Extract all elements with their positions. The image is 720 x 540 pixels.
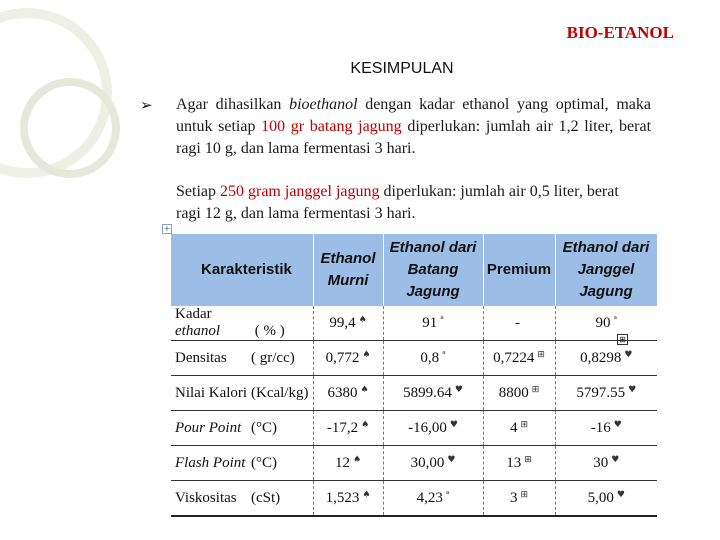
- table-row: [171, 376, 657, 411]
- reference-marker-icon: ♥: [449, 419, 458, 430]
- slide-header-title: BIO-ETANOL: [566, 23, 674, 42]
- reference-marker-icon: ♠: [361, 419, 370, 430]
- janggel-paragraph: Setiap 250 gram janggel jagung diperlukan: jumlah air 0,5 liter, berat ragi 12 g, dan lama fermentasi 3 hari.: [176, 183, 619, 222]
- reference-marker-icon: ⊞: [537, 349, 545, 360]
- cell-premium: 3 ⊞: [483, 481, 555, 517]
- cell-characteristic: [171, 446, 313, 481]
- comparison-table: [171, 234, 658, 517]
- table-row: [171, 481, 657, 517]
- cell-ethanol-janggel: 5,00 ♥: [555, 481, 657, 517]
- characteristic-name: Kadar ethanol: [175, 306, 220, 339]
- characteristic-name: Flash Point: [175, 454, 246, 471]
- cell-ethanol-janggel: 5797.55 ♥: [555, 376, 657, 411]
- reference-marker-icon: ⊞: [520, 419, 529, 430]
- reference-marker-icon: ♠: [352, 454, 362, 465]
- characteristic-name: Nilai Kalori: [175, 384, 248, 401]
- cell-ethanol-janggel: 90 $^ᵃ$: [555, 306, 657, 341]
- header-ethanol-murni: Ethanol Murni: [313, 234, 383, 306]
- cell-premium: -: [483, 306, 555, 341]
- table-move-handle-icon[interactable]: +: [163, 224, 171, 233]
- cell-characteristic: [171, 376, 313, 411]
- characteristic-name: Pour Point: [175, 419, 242, 436]
- cell-ethanol-murni: 99,4 ♠: [313, 306, 383, 341]
- table-row: [171, 306, 657, 341]
- table-cell-marker-icon: ⊞: [617, 334, 628, 345]
- conclusion-bullet: [140, 94, 652, 160]
- characteristic-unit: (cSt): [251, 489, 281, 506]
- cell-characteristic: [171, 411, 313, 446]
- cell-characteristic: [171, 481, 313, 517]
- section-heading: KESIMPULAN: [350, 60, 454, 77]
- reference-marker-icon: ♥: [616, 489, 625, 500]
- cell-ethanol-murni: -17,2 ♠: [313, 411, 383, 446]
- decorative-ring-small: [20, 78, 120, 178]
- cell-ethanol-batang: 30,00 ♥: [383, 446, 483, 481]
- characteristic-unit: ( gr/cc): [251, 349, 295, 366]
- cell-characteristic: [171, 306, 313, 341]
- cell-premium: 4 ⊞: [483, 411, 555, 446]
- header-ethanol-batang: Ethanol dari Batang Jagung: [383, 234, 483, 306]
- reference-marker-icon: ᵃ: [613, 314, 618, 325]
- reference-marker-icon: ♠: [358, 314, 367, 325]
- header-premium: Premium: [483, 234, 555, 306]
- characteristic-unit: (°C): [251, 419, 277, 436]
- header-ethanol-janggel: Ethanol dari Janggel Jagung: [555, 234, 657, 306]
- characteristic-name: Viskositas: [175, 489, 237, 506]
- reference-marker-icon: ♠: [362, 349, 371, 360]
- reference-marker-icon: ᵃ: [442, 349, 446, 360]
- reference-marker-icon: ᵃ: [445, 489, 450, 500]
- cell-characteristic: [171, 341, 313, 376]
- reference-marker-icon: ⊞: [520, 489, 529, 500]
- header-karakteristik: Karakteristik: [171, 234, 313, 306]
- reference-marker-icon: ♥: [611, 454, 620, 465]
- reference-marker-icon: ♥: [628, 384, 637, 395]
- table-row: [171, 341, 657, 376]
- cell-premium: 13 ⊞: [483, 446, 555, 481]
- reference-marker-icon: ♥: [613, 419, 622, 430]
- cell-ethanol-murni: 6380 ♠: [313, 376, 383, 411]
- reference-marker-icon: ᵃ: [440, 314, 444, 325]
- reference-marker-icon: ⊞: [531, 384, 540, 395]
- reference-marker-icon: ♥: [624, 349, 633, 360]
- table-row: [171, 446, 657, 481]
- arrow-bullet-icon: ➢: [140, 96, 153, 114]
- reference-marker-icon: ♠: [360, 384, 369, 395]
- cell-ethanol-batang: 4,23 $^ᵃ$: [383, 481, 483, 517]
- cell-ethanol-janggel: -16 ♥: [555, 411, 657, 446]
- cell-ethanol-batang: 0,8 $^ᵃ$: [383, 341, 483, 376]
- cell-ethanol-batang: -16,00 ♥: [383, 411, 483, 446]
- cell-premium: 8800 ⊞: [483, 376, 555, 411]
- cell-premium: 0,7224 ⊞: [483, 341, 555, 376]
- reference-marker-icon: ♠: [362, 489, 371, 500]
- cell-ethanol-batang: 5899.64 ♥: [383, 376, 483, 411]
- characteristic-unit: (°C): [251, 454, 277, 471]
- table-row: [171, 411, 657, 446]
- table-header-row: [171, 234, 657, 306]
- reference-marker-icon: ♥: [447, 454, 456, 465]
- cell-ethanol-murni: 0,772 ♠: [313, 341, 383, 376]
- cell-ethanol-murni: 1,523 ♠: [313, 481, 383, 517]
- reference-marker-icon: ♥: [454, 384, 463, 395]
- reference-marker-icon: ⊞: [524, 454, 532, 465]
- cell-ethanol-janggel: 30 ♥: [555, 446, 657, 481]
- bullet-text: Agar dihasilkan bioethanol dengan kadar ethanol yang optimal, maka untuk setiap 100 gr batang jagung diperlukan: jumlah air 1,2 liter, berat ragi 10 g, dan lama fermentasi 3 hari.: [176, 96, 652, 157]
- cell-ethanol-janggel: 0,8298 ♥: [555, 341, 657, 376]
- characteristic-name: Densitas: [175, 349, 227, 366]
- characteristic-unit: (Kcal/kg): [251, 384, 309, 401]
- cell-ethanol-batang: 91 $^ᵃ$: [383, 306, 483, 341]
- cell-ethanol-murni: 12 ♠: [313, 446, 383, 481]
- characteristic-unit: ( % ): [251, 323, 285, 339]
